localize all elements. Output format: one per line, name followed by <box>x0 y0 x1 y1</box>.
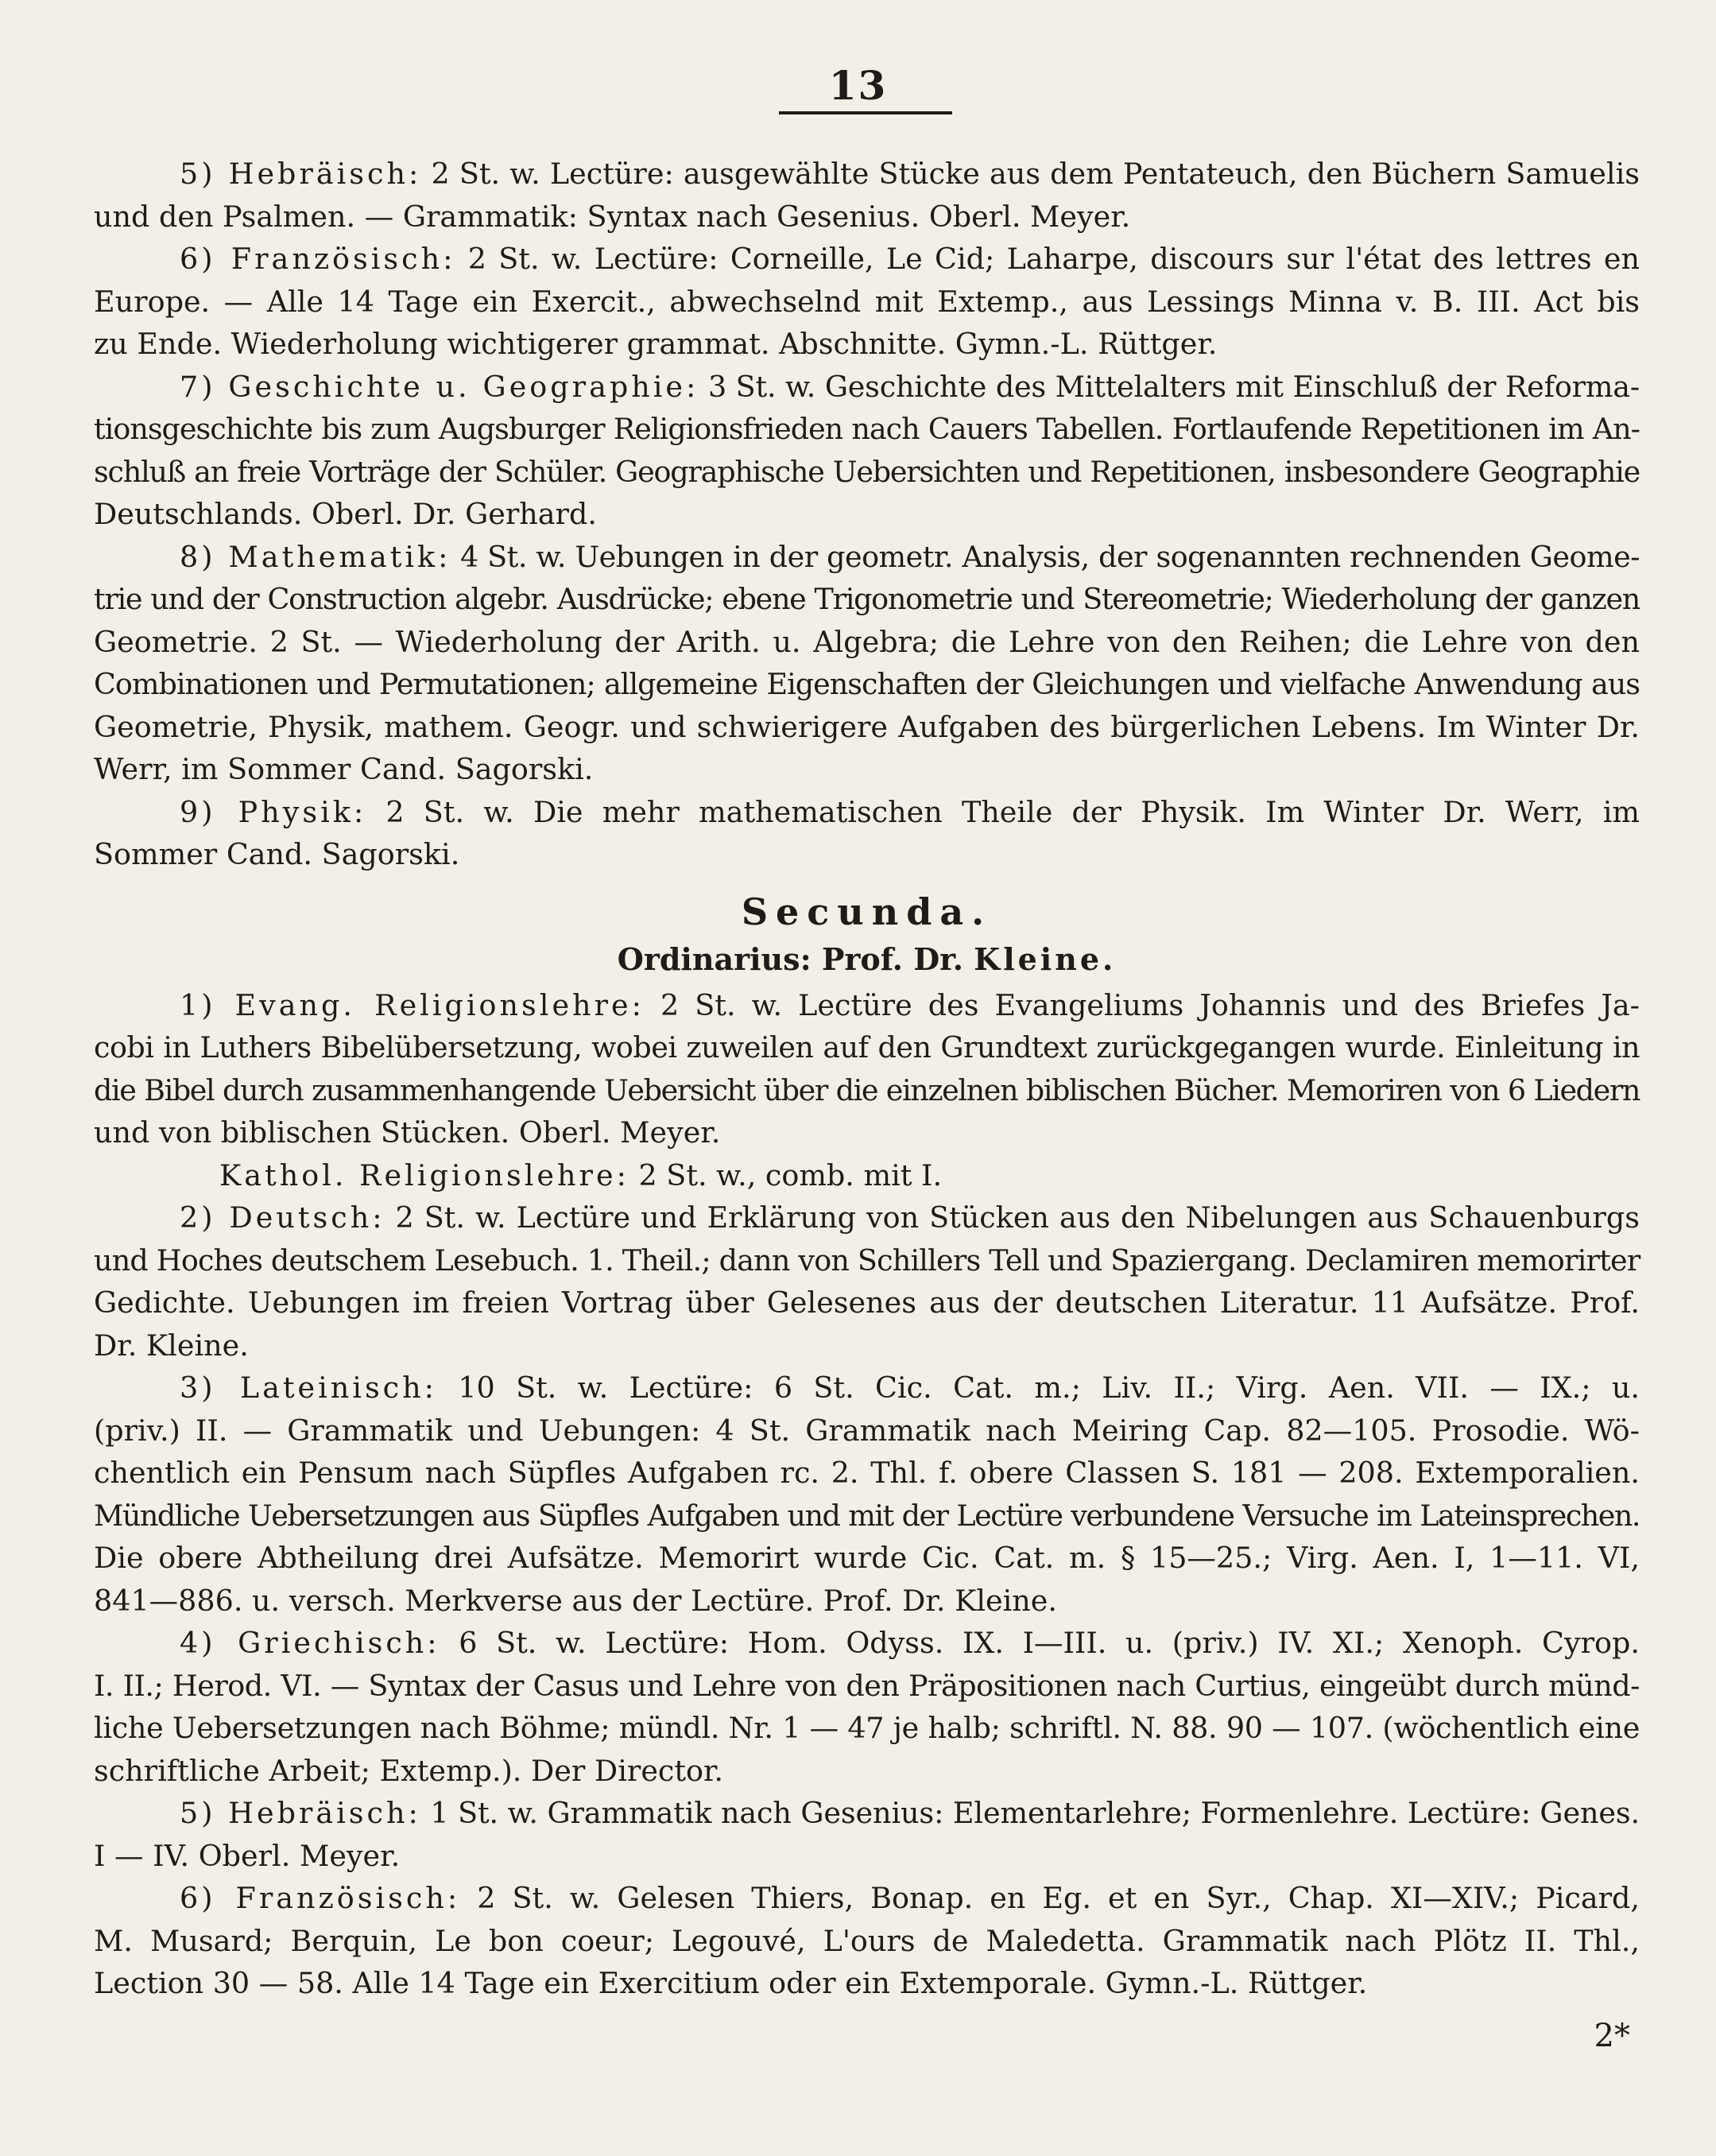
page-number: 13 <box>828 62 888 109</box>
prima-math-line-4: Combinationen und Permutationen; allgemeine Eigenschaften der Gleichungen und vielfache Anwendung aus <box>94 667 1640 701</box>
secunda-latin-line-2: (priv.) II. — Grammatik und Uebungen: 4 St. Grammatik nach Meiring Cap. 82—105. Prosodie. Wö- <box>94 1413 1640 1448</box>
secunda-religion-line-3: die Bibel durch zusammenhangende Uebersicht über die einzelnen biblischen Bücher. Memoriren von 6 Liedern <box>94 1072 1640 1107</box>
prima-physics-line-2: Sommer Cand. Sagorski. <box>94 837 460 871</box>
prima-math-line-5: Geometrie, Physik, mathem. Geogr. und schwierigere Aufgaben des bürgerlichen Lebens. Im Winter Dr. <box>94 709 1640 744</box>
prima-french-line-2: Europe. — Alle 14 Tage ein Exercit., abwechselnd mit Extemp., aus Lessings Minna v. B. III. Act bis <box>94 284 1640 319</box>
secunda-greek-line-3: liche Uebersetzungen nach Böhme; mündl. Nr. 1 — 47 je halb; schriftl. N. 88. 90 — 107. (wöchentlich eine <box>94 1711 1640 1745</box>
prima-math-line-6: Werr, im Sommer Cand. Sagorski. <box>94 752 594 786</box>
secunda-religion-line-2: cobi in Luthers Bibelübersetzung, wobei zuweilen auf den Grundtext zurückgegangen wurde. Einleitung in <box>94 1030 1640 1064</box>
secunda-french-line-3: Lection 30 — 58. Alle 14 Tage ein Exercitium oder ein Extemporale. Gymn.-L. Rüttger. <box>94 1966 1368 2000</box>
prima-physics-line-1: 9) Physik: 2 St. w. Die mehr mathematischen Theile der Physik. Im Winter Dr. Werr, im <box>180 794 1640 829</box>
prima-history-line-3: schluß an freie Vorträge der Schüler. Geographische Uebersichten und Repetitionen, insbesondere Geographie <box>94 454 1640 489</box>
secunda-latin-line-6: 841—886. u. versch. Merkverse aus der Lectüre. Prof. Dr. Kleine. <box>94 1583 1058 1618</box>
section-title-secunda: Secunda. <box>741 890 993 933</box>
secunda-latin-line-1: 3) Lateinisch: 10 St. w. Lectüre: 6 St. Cic. Cat. m.; Liv. II.; Virg. Aen. VII. — IX.; u. <box>180 1371 1640 1405</box>
prima-french-line-3: zu Ende. Wiederholung wichtigerer grammat. Abschnitte. Gymn.-L. Rüttger. <box>94 327 1218 361</box>
prima-history-line-2: tionsgeschichte bis zum Augsburger Religionsfrieden nach Cauers Tabellen. Fortlaufende Repetitionen im An- <box>94 412 1640 446</box>
secunda-religion-line-4: und von biblischen Stücken. Oberl. Meyer. <box>94 1115 721 1150</box>
secunda-catholic-line: Kathol. Religionslehre: 2 St. w., comb. mit I. <box>219 1157 943 1192</box>
printer-signature: 2* <box>1594 2018 1630 2054</box>
secunda-hebrew-line-1: 5) Hebräisch: 1 St. w. Grammatik nach Gesenius: Elementarlehre; Formenlehre. Lectüre: Genes. <box>180 1796 1640 1830</box>
secunda-french-line-1: 6) Französisch: 2 St. w. Gelesen Thiers, Bonap. en Eg. et en Syr., Chap. XI—XIV.; Picard, <box>180 1881 1640 1915</box>
prima-hebrew-line-2: und den Psalmen. — Grammatik: Syntax nach Gesenius. Oberl. Meyer. <box>94 199 1131 234</box>
secunda-french-line-2: M. Musard; Berquin, Le bon coeur; Legouvé, L'ours de Maledetta. Grammatik nach Plötz II. Thl., <box>94 1923 1640 1958</box>
page-number-rule <box>779 111 952 114</box>
prima-hebrew-line-1: 5) Hebräisch: 2 St. w. Lectüre: ausgewählte Stücke aus dem Pentateuch, den Büchern Samuelis <box>180 157 1640 191</box>
secunda-hebrew-line-2: I — IV. Oberl. Meyer. <box>94 1838 401 1873</box>
prima-math-line-2: trie und der Construction algebr. Ausdrücke; ebene Trigonometrie und Stereometrie; Wiederholung der ganzen <box>94 582 1640 616</box>
secunda-german-line-2: und Hoches deutschem Lesebuch. 1. Theil.; dann von Schillers Tell und Spaziergang. Declamiren memorirter <box>94 1243 1640 1278</box>
secunda-greek-line-1: 4) Griechisch: 6 St. w. Lectüre: Hom. Odyss. IX. I—III. u. (priv.) IV. XI.; Xenoph. Cyrop. <box>180 1626 1640 1660</box>
prima-history-line-1: 7) Geschichte u. Geographie: 3 St. w. Geschichte des Mittelalters mit Einschluß der Reforma- <box>180 369 1640 404</box>
secunda-greek-line-4: schriftliche Arbeit; Extemp.). Der Director. <box>94 1753 724 1788</box>
prima-math-line-1: 8) Mathematik: 4 St. w. Uebungen in der geometr. Analysis, der sogenannten rechnenden Geome- <box>180 539 1640 574</box>
prima-history-line-4: Deutschlands. Oberl. Dr. Gerhard. <box>94 497 597 531</box>
prima-math-line-3: Geometrie. 2 St. — Wiederholung der Arith. u. Algebra; die Lehre von den Reihen; die Lehre von den <box>94 624 1640 659</box>
secunda-german-line-4: Dr. Kleine. <box>94 1328 249 1363</box>
secunda-latin-line-5: Die obere Abtheilung drei Aufsätze. Memorirt wurde Cic. Cat. m. § 15—25.; Virg. Aen. I, 1—11. VI, <box>94 1541 1640 1575</box>
secunda-religion-line-1: 1) Evang. Religionslehre: 2 St. w. Lectüre des Evangeliums Johannis und des Briefes Ja- <box>180 987 1640 1022</box>
secunda-greek-line-2: I. II.; Herod. VI. — Syntax der Casus und Lehre von den Präpositionen nach Curtius, eingeübt durch münd- <box>94 1668 1640 1703</box>
secunda-latin-line-4: Mündliche Uebersetzungen aus Süpfles Aufgaben und mit der Lectüre verbundene Versuche im Lateinsprechen. <box>94 1498 1640 1533</box>
secunda-german-line-3: Gedichte. Uebungen im freien Vortrag über Gelesenes aus der deutschen Literatur. 11 Aufsätze. Prof. <box>94 1285 1640 1320</box>
secunda-german-line-1: 2) Deutsch: 2 St. w. Lectüre und Erklärung von Stücken aus den Nibelungen aus Schauenburgs <box>180 1200 1640 1235</box>
page-text <box>94 153 1640 2005</box>
secunda-latin-line-3: chentlich ein Pensum nach Süpfles Aufgaben rc. 2. Thl. f. obere Classen S. 181 — 208. Extemporalien. <box>94 1456 1640 1490</box>
section-ordinarius: Ordinarius: Prof. Dr. Kleine. <box>617 940 1117 977</box>
prima-french-line-1: 6) Französisch: 2 St. w. Lectüre: Corneille, Le Cid; Laharpe, discours sur l'état des lettres en <box>180 242 1640 276</box>
